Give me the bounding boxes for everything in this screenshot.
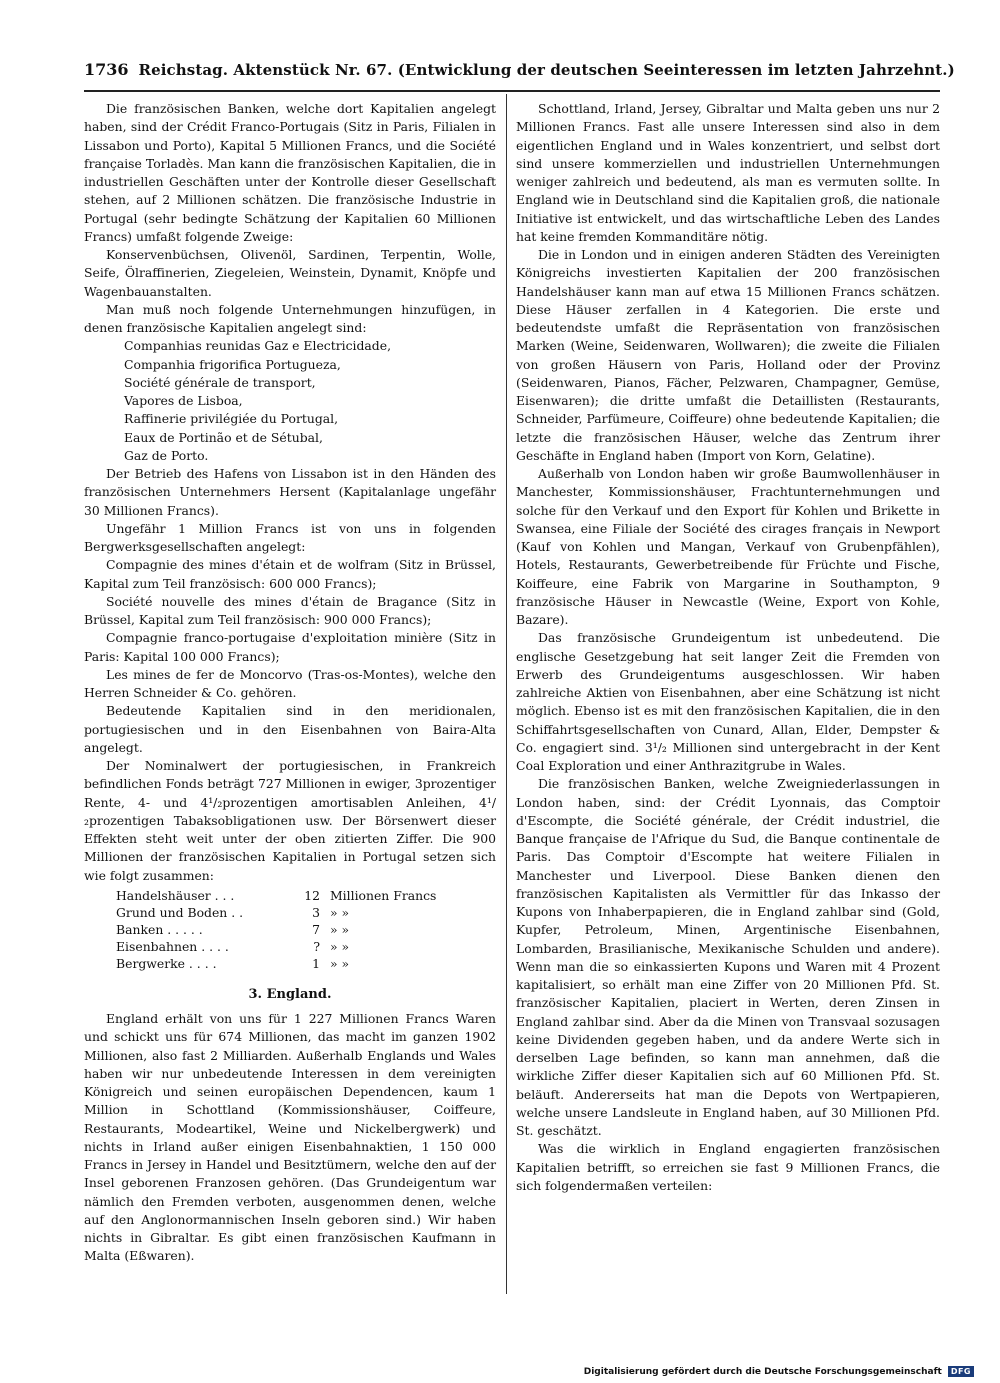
paragraph: Konservenbüchsen, Olivenöl, Sardinen, Terpentin, Wolle, Seife, Ölraffinerien, Ziegeleien, Weinstein, Dynamit, Knöpfe und Wagenbauanstalten. [84, 247, 496, 299]
page-header [84, 60, 955, 79]
table-cell-value: 7 [312, 921, 320, 937]
paragraph: Compagnie franco-portugaise d'exploitation minière (Sitz in Paris: Kapital 100 000 Francs); [84, 630, 496, 664]
capital-table [116, 887, 460, 972]
table-cell-unit: Millionen Francs [330, 887, 437, 903]
left-column [84, 100, 496, 1266]
company-item: Companhia frigorifica Portugueza, [124, 356, 341, 372]
column-divider [506, 94, 507, 1294]
company-item: Gaz de Porto. [124, 447, 209, 463]
paragraph: Bedeutende Kapitalien sind in den meridionalen, portugiesischen und in den Eisenbahnen von Baira-Alta angelegt. [84, 703, 496, 755]
table-cell-value: 12 [304, 887, 320, 903]
table-cell-label: Banken . . . . . [116, 921, 203, 937]
paragraph: Schottland, Irland, Jersey, Gibraltar und Malta geben uns nur 2 Millionen Francs. Fast alle unsere Interessen sind also in dem eigentlichen England und in Wales konzentriert, und selbst dort sind unsere kommerziellen und industriellen Unternehmungen weniger zahlreich und bedeutend, als man es vermuten sollte. In England wie in Deutschland sind die Kapitalien groß, die nationale Initiative ist entwickelt, und das wirtschaftliche Leben des Landes hat keine fremden Kommanditäre nötig. [516, 101, 940, 244]
right-column [516, 100, 940, 1195]
company-item: Companhias reunidas Gaz e Electricidade, [124, 338, 392, 354]
table-row [116, 938, 460, 955]
paragraph: Die französischen Banken, welche dort Kapitalien angelegt haben, sind der Crédit Franco-Portugais (Sitz in Paris, Filialen in Lissabon und Porto), Kapital 5 Millionen Francs, und die Société française Torladès. Man kann die französischen Kapitalien, die in industriellen Geschäften unter der Kontrolle dieser Gesellschaft stehen, auf 2 Millionen schätzen. Die französische Industrie in Portugal (sehr bedingte Schätzung der Kapitalien 60 Millionen Francs) umfaßt folgende Zweige: [84, 101, 496, 244]
table-cell-label: Handelshäuser . . . [116, 887, 235, 903]
company-item: Raffinerie privilégiée du Portugal, [124, 411, 339, 427]
table-row [116, 921, 460, 938]
credit-text: Digitalisierung gefördert durch die Deutsche Forschungsgemeinschaft [583, 1366, 942, 1377]
table-cell-label: Bergwerke . . . . [116, 955, 217, 971]
company-list [84, 337, 496, 465]
company-item: Vapores de Lisboa, [124, 393, 243, 408]
table-cell-value: 3 [312, 904, 320, 920]
table-cell-value: ? [313, 938, 320, 954]
table-cell-unit: » » [330, 955, 350, 971]
digitization-credit [584, 1366, 974, 1377]
paragraph: Die französischen Banken, welche Zweigniederlassungen in London haben, sind: der Crédit Lyonnais, das Comptoir d'Escompte, die Société générale, der Crédit industriel, die Banque française de l'Afrique du Sud, die Banque continentale de Paris. Das Comptoir d'Escompte hat weitere Filialen in Manchester und Liverpool. Diese Banken dienen den französischen Kapitalisten als Vermittler für das Inkasso der Kupons von Inhaberpapieren, die in England zahlbar sind (Gold, Kupfer, Petroleum, Minen, Argentinische Eisenbahnen, Lombarden, Brasilianische, Mexikanische Schulden und andere). Wenn man die so einkassierten Kupons und Waren mit 4 Prozent kapitalisiert, so erhält man eine Ziffer von 20 Millionen Pfd. St. französischer Kapitalien, placiert in Werten, deren Zinsen in England zahlbar sind. Aber da die Minen von Transvaal sozusagen keine Dividenden gegeben haben, und da andere Werte sich in derselben Lage befinden, so kann man annehmen, daß die wirkliche Ziffer dieser Kapitalien sich auf 60 Millionen Pfd. St. beläuft. Andererseits hat man die Depots von Wertpapieren, welche unsere Landsleute in England haben, auf 30 Millionen Pfd. St. geschätzt. [516, 776, 940, 1138]
paragraph: England erhält von uns für 1 227 Millionen Francs Waren und schickt uns für 674 Millionen, das macht im ganzen 1902 Millionen, also fast 2 Milliarden. Außerhalb Englands und Wales haben wir nur unbedeutende Interessen in dem vereinigten Königreich und seinen europäischen Dependencen, kaum 1 Million in Schottland (Kommissionshäuser, Coiffeure, Restaurants, Modeartikel, Weine und Nickelbergwerk) und nichts in Irland außer einigen Eisenbahnaktien, 1 150 000 Francs in Jersey in Handel und Besitztümern, welche den auf der Insel geborenen Franzosen gehören. (Das Grundeigentum war nämlich den Fremden verboten, ausgenommen denen, welche auf den Anglonormannischen Inseln geboren sind.) Wir haben nichts in Gibraltar. Es gibt einen französischen Kaufmann in Malta (Eßwaren). [84, 1011, 496, 1264]
paragraph: Das französische Grundeigentum ist unbedeutend. Die englische Gesetzgebung hat seit langer Zeit die Fremden von Erwerb des Grundeigentums ausgeschlossen. Wir haben zahlreiche Aktien von Eisenbahnen, aber eine Schätzung ist nicht möglich. Ebenso ist es mit den französischen Kapitalien, die in den Schiffahrtsgesellschaften von Cunard, Allan, Elder, Dempster & Co. engagiert sind. 3¹/₂ Millionen sind untergebracht in der Kent Coal Exploration und einer Anthrazitgrube in Wales. [516, 630, 940, 773]
paragraph: Ungefähr 1 Million Francs ist von uns in folgenden Bergwerksgesellschaften angelegt: [84, 520, 496, 554]
page-number: 1736 [84, 60, 129, 79]
table-cell-unit: » » [330, 921, 350, 937]
paragraph: Die in London und in einigen anderen Städten des Vereinigten Königreichs investierten Kapitalien der 200 französischen Handelshäuser kann man auf etwa 15 Millionen Francs schätzen. Diese Häuser zerfallen in 4 Kategorien. Die erste und bedeutendste umfaßt die Repräsentation von französischen Marken (Weine, Seidenwaren, Wollwaren); die zweite die Filialen von großen Häusern von Paris, Holland oder der Provinz (Seidenwaren, Pianos, Fächer, Pelzwaren, Champagner, Gemüse, Eisenwaren); die dritte umfaßt die Detaillisten (Restaurants, Schneider, Parfümeure, Coiffeure) ohne bedeutende Kapitalien; die letzte die französischen Häuser, welche das Zentrum ihrer Geschäfte in England haben (Import von Korn, Gelatine). [516, 247, 940, 463]
paragraph: Außerhalb von London haben wir große Baumwollenhäuser in Manchester, Kommissionshäuser, Frachtunternehmungen und solche für den Verkauf und den Export für Kohlen und Brikette in Swansea, eine Filiale der Société des cirages français in Newport (Kauf von Kohlen und Mangan, Verkauf von Grubenpfählen), Hotels, Restaurants, Gewerbetreibende für Früchte und Fische, Koiffeure, eine Fabrik von Margarine in Southampton, 9 französische Häuser in Newcastle (Weine, Export von Kohle, Bazare). [516, 466, 940, 627]
table-row [116, 955, 460, 972]
table-cell-label: Eisenbahnen . . . . [116, 938, 229, 954]
table-row [116, 887, 460, 904]
table-cell-unit: » » [330, 938, 350, 954]
running-title: Reichstag. Aktenstück Nr. 67. (Entwicklung der deutschen Seeinteressen im letzten Jahrzehnt.) [138, 61, 955, 79]
dfg-logo-icon: DFG [948, 1366, 974, 1377]
paragraph: Der Betrieb des Hafens von Lissabon ist in den Händen des französischen Unternehmers Hersent (Kapitalanlage ungefähr 30 Millionen Francs). [84, 466, 496, 518]
table-cell-label: Grund und Boden . . [116, 904, 244, 920]
paragraph: Der Nominalwert der portugiesischen, in Frankreich befindlichen Fonds beträgt 727 Millionen in ewiger, 3prozentiger Rente, 4- und 4¹/₂prozentigen amortisablen Anleihen, 4¹/₂prozentigen Tabaksobligationen usw. Der Börsenwert dieser Effekten steht weit unter der oben zitierten Ziffer. Die 900 Millionen der französischen Kapitalien in Portugal setzen sich wie folgt zusammen: [84, 758, 496, 883]
paragraph: Compagnie des mines d'étain et de wolfram (Sitz in Brüssel, Kapital zum Teil französisch: 600 000 Francs); [84, 557, 496, 591]
paragraph: Les mines de fer de Moncorvo (Tras-os-Montes), welche den Herren Schneider & Co. gehören. [84, 666, 496, 700]
header-rule [84, 90, 940, 92]
paragraph: Société nouvelle des mines d'étain de Bragance (Sitz in Brüssel, Kapital zum Teil französisch: 900 000 Francs); [84, 593, 496, 627]
company-item: Société générale de transport, [124, 374, 316, 390]
paragraph: Was die wirklich in England engagierten französischen Kapitalien betrifft, so erreichen sie fast 9 Millionen Francs, die sich folgendermaßen verteilen: [516, 1141, 940, 1193]
company-item: Eaux de Portinão et de Sétubal, [124, 429, 323, 445]
table-cell-unit: » » [330, 904, 350, 920]
table-row [116, 904, 460, 921]
paragraph: Man muß noch folgende Unternehmungen hinzufügen, in denen französische Kapitalien angelegt sind: [84, 301, 496, 335]
section-title: 3. England. [248, 986, 332, 1002]
table-cell-value: 1 [312, 955, 320, 971]
